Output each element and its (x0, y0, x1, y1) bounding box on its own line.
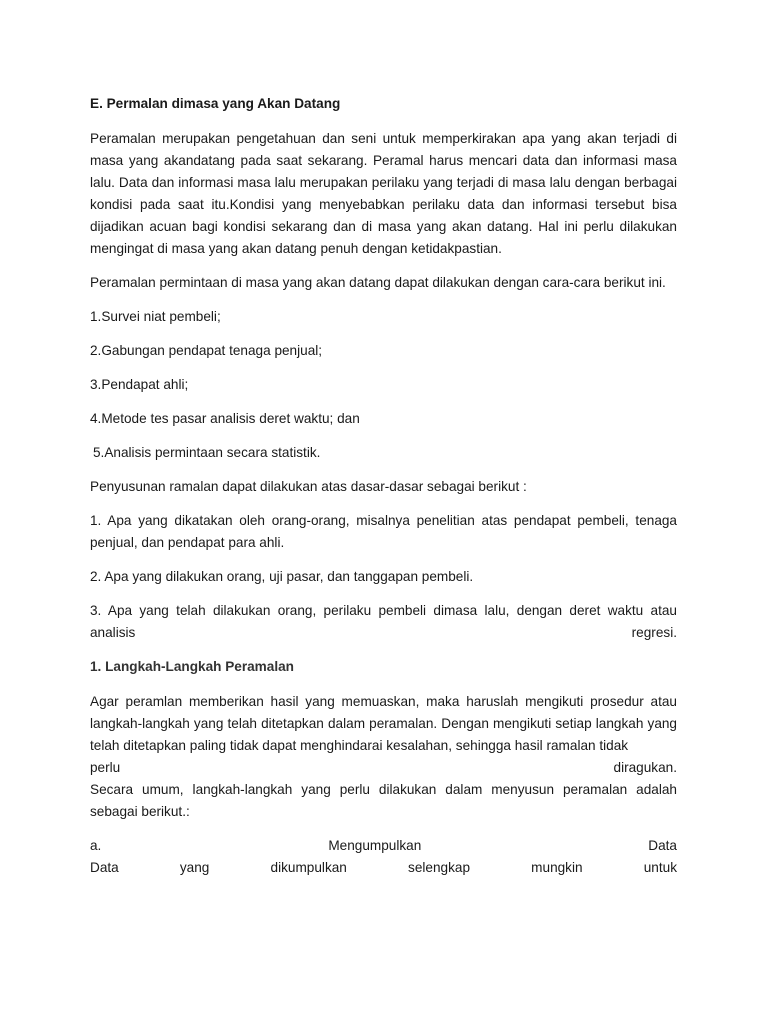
step-a (90, 835, 677, 879)
steps-paragraph-2: Secara umum, langkah-langkah yang perlu dilakukan dalam menyusun peramalan adalah sebagai berikut.: (90, 782, 677, 819)
step-a-text: Data yang dikumpulkan selengkap mungkin untuk (90, 860, 677, 875)
steps-paragraph (90, 691, 677, 823)
method-item: 2.Gabungan pendapat tenaga penjual; (90, 343, 323, 358)
section-heading: E. Permalan dimasa yang Akan Datang (90, 96, 341, 111)
basis-item-3-line: 3. Apa yang telah dilakukan orang, perilaku pembeli dimasa lalu, dengan deret waktu atau (90, 603, 677, 618)
steps-paragraph-text: Agar peramlan memberikan hasil yang memuaskan, maka haruslah mengikuti prosedur atau langkah-langkah yang telah ditetapkan dalam peramalan. Dengan mengikuti setiap langkah yang telah ditetapkan paling tidak dapat menghindarai kesalahan, sehingga hasil ramalan tidak (90, 694, 677, 753)
document-page (90, 93, 677, 891)
subsection-heading: 1. Langkah-Langkah Peramalan (90, 659, 294, 674)
basis-item: 2. Apa yang dilakukan orang, uji pasar, dan tanggapan pembeli. (90, 569, 474, 584)
method-item: 5.Analisis permintaan secara statistik. (93, 445, 321, 460)
method-item: 1.Survei niat pembeli; (90, 309, 221, 324)
basis-intro: Penyusunan ramalan dapat dilakukan atas dasar-dasar sebagai berikut : (90, 479, 527, 494)
basis-item-3 (90, 600, 677, 644)
basis-item: 1. Apa yang dikatakan oleh orang-orang, misalnya penelitian atas pendapat pembeli, tenaga penjual, dan pendapat para ahli. (90, 513, 677, 550)
steps-paragraph-end: perlu diragukan. (90, 760, 677, 775)
step-a-title: a. Mengumpulkan Data (90, 838, 677, 853)
method-item: 4.Metode tes pasar analisis deret waktu; dan (90, 411, 360, 426)
basis-item-3-line: analisis regresi. (90, 625, 677, 640)
method-item: 3.Pendapat ahli; (90, 377, 189, 392)
intro-paragraph: Peramalan merupakan pengetahuan dan seni untuk memperkirakan apa yang akan terjadi di masa yang akandatang pada saat sekarang. Peramal harus mencari data dan informasi masa lalu. Data dan informasi masa lalu merupakan perilaku yang terjadi di masa lalu dengan berbagai kondisi pada saat itu.Kondisi yang menyebabkan perilaku data dan informasi tersebut bisa dijadikan acuan bagi kondisi sekarang dan di masa yang akan datang. Hal ini perlu dilakukan mengingat di masa yang akan datang penuh dengan ketidakpastian. (90, 131, 677, 256)
methods-intro: Peramalan permintaan di masa yang akan datang dapat dilakukan dengan cara-cara berikut ini. (90, 275, 666, 290)
